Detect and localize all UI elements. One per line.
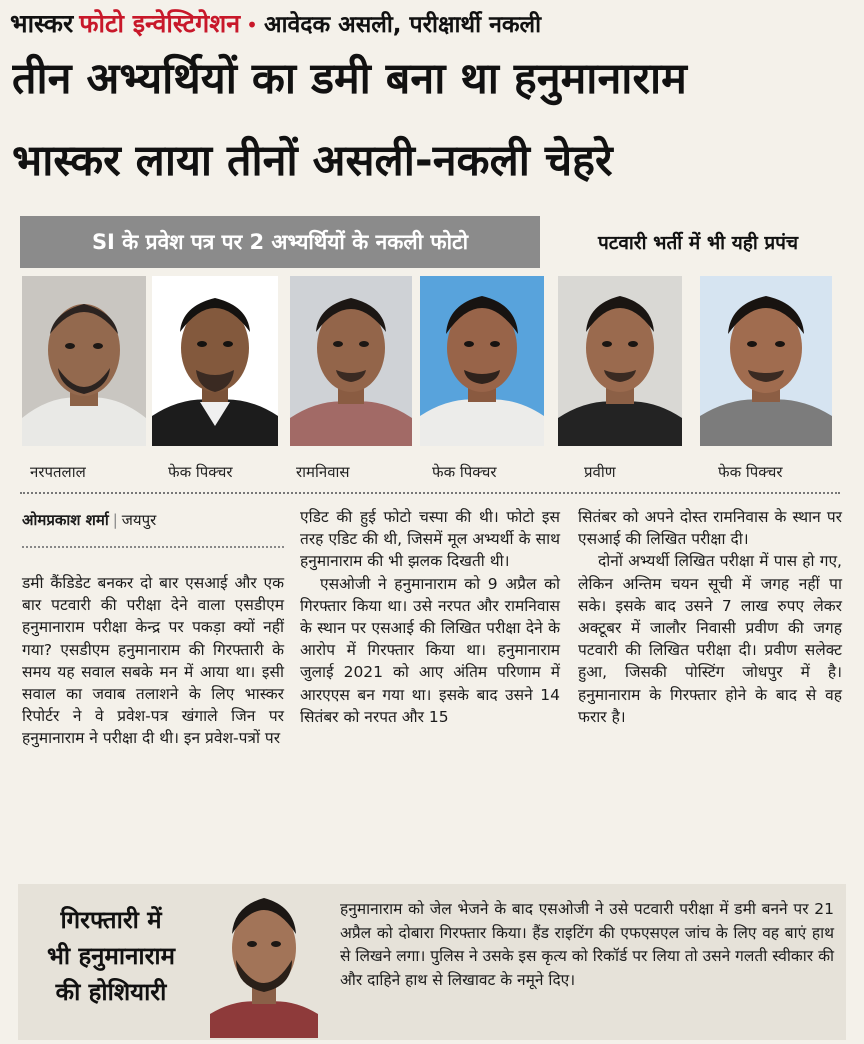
caption-narpatlal: नरपतलाल [30,463,86,481]
photo-hanumanaram [210,886,318,1038]
byline-separator: | [112,511,118,529]
brand-name: भास्कर [10,9,74,38]
sidebar-title-line: की होशियारी [55,978,167,1006]
subhead-patwari: पटवारी भर्ती में भी यही प्रपंच [597,232,799,254]
article-column-1 [22,572,284,750]
article-column-2 [300,506,560,728]
paragraph: एसओजी ने हनुमानाराम को 9 अप्रैल को गिरफ्तार किया था। उसे नरपत और रामनिवास के स्थान पर एसआई की लिखित परीक्षा देने के आरोप में गिरफ्तार किया था। हनुमानाराम जुलाई 2021 को आए अंतिम परिणाम में आरएएस बन गया था। इसके बाद उसने 14 सितंबर को नरपत और 15 [300,574,560,726]
photo-praveen [558,276,682,446]
photo-fake-picture-2 [420,276,544,446]
caption-ramniwas: रामनिवास [296,463,350,481]
kicker-subtitle: आवेदक असली, परीक्षार्थी नकली [263,12,542,38]
byline-divider [22,546,284,548]
bullet-icon: • [246,13,258,37]
caption-fake-2: फेक पिक्चर [432,463,497,481]
article-column-3 [578,506,842,728]
caption-fake-3: फेक पिक्चर [718,463,783,481]
byline-city: जयपुर [121,511,157,529]
caption-divider [20,492,840,494]
byline [22,510,156,530]
sidebar-title-line: गिरफ्तारी में [60,906,162,934]
section-kicker [10,6,854,46]
sidebar-box-title [22,902,200,1010]
paragraph: डमी कैंडिडेट बनकर दो बार एसआई और एक बार पटवारी की परीक्षा देने वाला एसडीएम हनुमानाराम परीक्षा केन्द्र पर पकड़ा क्यों नहीं गया? एसडीएम हनुमानाराम की गिरफ्तारी के समय यह सवाल सबके मन में आया था। इसी सवाल का जवाब तलाशने के लिए भास्कर रिपोर्टर ने वे प्रवेश-पत्र खंगाले जिन पर हनुमानाराम ने परीक्षा दी थी। इन प्रवेश-पत्रों पर [22,574,284,748]
caption-praveen: प्रवीण [584,463,616,481]
paragraph: सितंबर को अपने दोस्त रामनिवास के स्थान पर एसआई की लिखित परीक्षा दी। [578,508,842,549]
author-name: ओमप्रकाश शर्मा [22,511,109,529]
headline-line-2: भास्कर लाया तीनों असली-नकली चेहरे [12,136,613,186]
paragraph: दोनों अभ्यर्थी लिखित परीक्षा में पास हो गए, लेकिन अन्तिम चयन सूची में जगह नहीं पा सके। इसके बाद उसने 7 लाख रुपए लेकर अक्टूबर में जालौर निवासी प्रवीण की जगह पटवारी की लिखित परीक्षा दी। प्रवीण सलेक्ट हुआ, जिसकी पोस्टिंग जोधपुर में है। हनुमानाराम के गिरफ्तार होने के बाद से वह फरार है। [578,552,842,726]
headline-line-1: तीन अभ्यर्थियों का डमी बना था हनुमानाराम [12,54,687,104]
photo-fake-picture-3 [700,276,832,446]
caption-fake-1: फेक पिक्चर [168,463,233,481]
photo-ramniwas [290,276,412,446]
section-title: फोटो इन्वेस्टिगेशन [79,9,241,38]
photo-narpatlal [22,276,146,446]
subhead-si-band: SI के प्रवेश पत्र पर 2 अभ्यर्थियों के नकली फोटो [20,216,540,268]
sidebar-box-text: हनुमानाराम को जेल भेजने के बाद एसओजी ने उसे पटवारी परीक्षा में डमी बनने पर 21 अप्रैल को दोबारा गिरफ्तार किया। हैंड राइटिंग की एफएसएल जांच के लिए वह बाएं हाथ से लिखने लगा। पुलिस ने उसके इस कृत्य को रिकॉर्ड पर लिया तो उसने गलती स्वीकार की और दाहिने हाथ से लिखावट के नमूने दिए। [340,900,834,989]
photo-fake-picture-1 [152,276,278,446]
sidebar-title-line: भी हनुमानाराम [47,942,175,970]
paragraph: एडिट की हुई फोटो चस्पा की थी। फोटो इस तरह एडिट की थी, जिसमें मूल अभ्यर्थी के साथ हनुमानाराम की भी झलक दिखती थी। [300,508,560,571]
